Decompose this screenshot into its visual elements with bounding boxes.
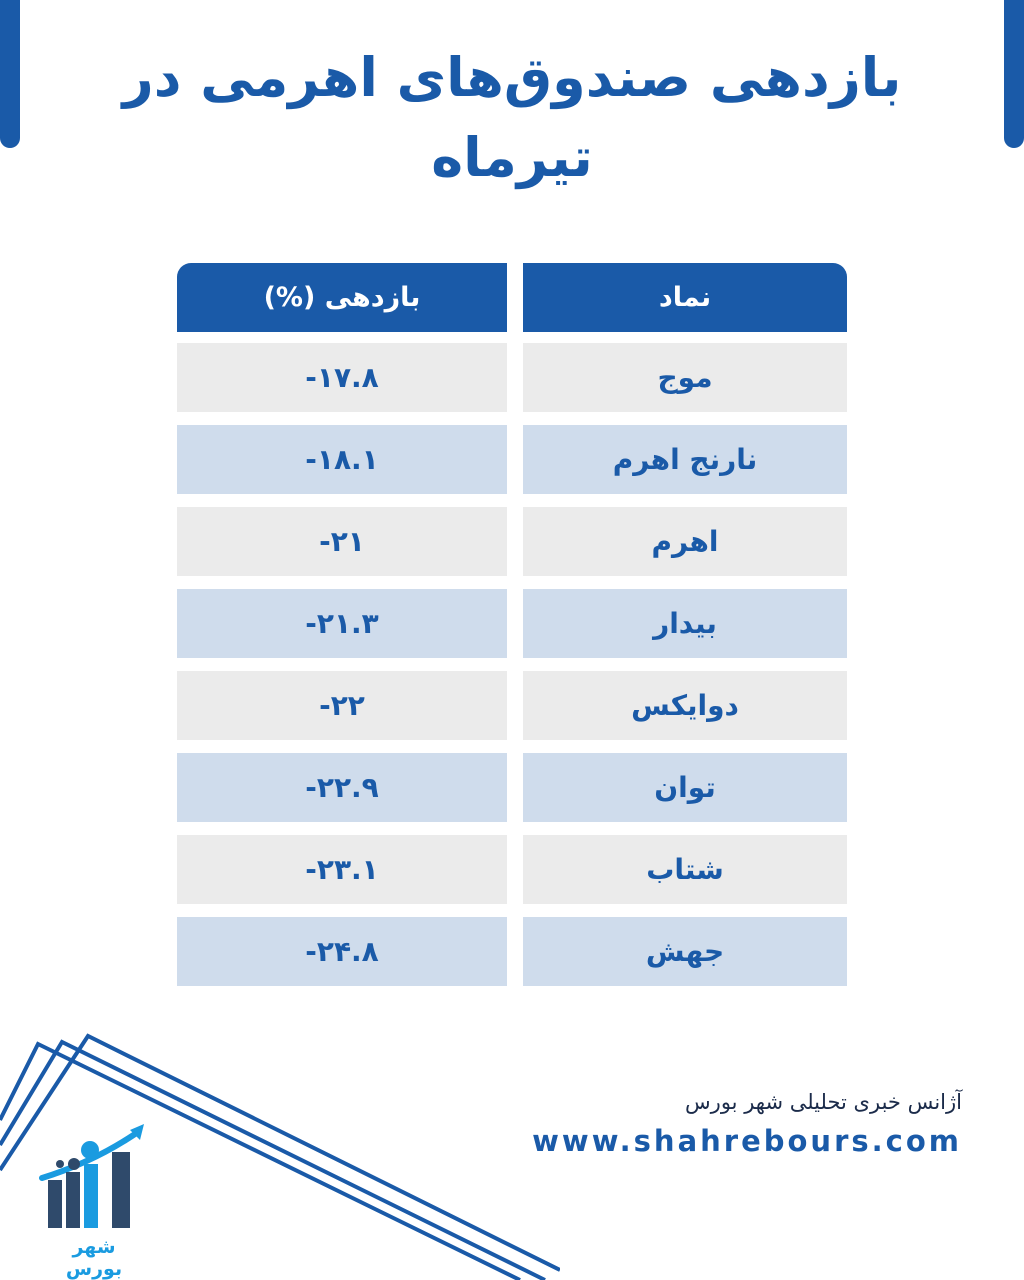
header-return: بازدهی (%) [177, 263, 507, 332]
cell-symbol: شتاب [523, 835, 847, 904]
header-symbol: نماد [523, 263, 847, 332]
cell-symbol: توان [523, 753, 847, 822]
cell-symbol: موج [523, 343, 847, 412]
cell-return: -۲۲ [177, 671, 507, 740]
cell-return: -۲۱ [177, 507, 507, 576]
cell-return: -۲۲.۹ [177, 753, 507, 822]
cell-symbol: جهش [523, 917, 847, 986]
website-link[interactable]: www.shahrebours.com [532, 1124, 962, 1158]
logo-text: شهر بورس [65, 1236, 123, 1280]
cell-return: -۲۴.۸ [177, 917, 507, 986]
cell-return: -۲۳.۱ [177, 835, 507, 904]
cell-return: -۲۱.۳ [177, 589, 507, 658]
page-title: بازدهی صندوق‌های اهرمی در تیرماه [122, 46, 902, 189]
agency-name: آژانس خبری تحلیلی شهر بورس [685, 1090, 962, 1114]
left-accent-bar [0, 0, 20, 148]
right-accent-bar [1004, 0, 1024, 148]
cell-symbol: نارنج اهرم [523, 425, 847, 494]
cell-return: -۱۷.۸ [177, 343, 507, 412]
cell-symbol: بیدار [523, 589, 847, 658]
cell-symbol: دوایکس [523, 671, 847, 740]
cell-return: -۱۸.۱ [177, 425, 507, 494]
cell-symbol: اهرم [523, 507, 847, 576]
